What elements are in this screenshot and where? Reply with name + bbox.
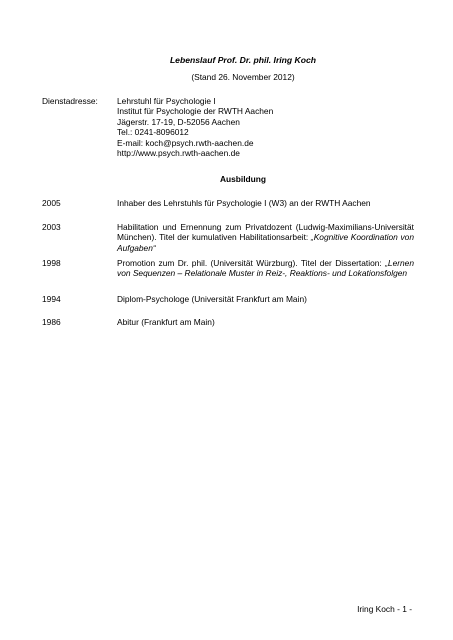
entry-description (117, 198, 414, 208)
address-line-email: E-mail: koch@psych.rwth-aachen.de (117, 137, 254, 148)
status-date: (Stand 26. November 2012) (191, 72, 295, 82)
entry-description (117, 317, 414, 327)
entry-description (117, 222, 414, 253)
section-heading-education: Ausbildung (219, 174, 267, 184)
address-line-chair: Lehrstuhl für Psychologie I (117, 96, 216, 106)
entry-text: Abitur (Frankfurt am Main) (117, 317, 215, 327)
entry-text: Diplom-Psychologe (Universität Frankfurt am Main) (117, 294, 307, 304)
entry-text: Inhaber des Lehrstuhls für Psychologie I (W3) an der RWTH Aachen (117, 198, 371, 208)
page-footer: Iring Koch - 1 - (357, 604, 412, 614)
entry-description (117, 258, 414, 279)
entry-description (117, 294, 414, 304)
address-line-phone: Tel.: 0241-8096012 (117, 127, 189, 138)
address-line-website: http://www.psych.rwth-aachen.de (117, 148, 240, 159)
entry-text: Habilitation und Ernennung zum Privatdozent (Ludwig-Maximilians-Universität München). Titel der kumulativen Habilitationsarbeit: (117, 222, 414, 243)
address-line-street: Jägerstr. 17-19, D-52056 Aachen (117, 116, 240, 127)
address-label: Dienstadresse: (42, 96, 98, 106)
document-title: Lebenslauf Prof. Dr. phil. Iring Koch (169, 55, 317, 65)
entry-year: 2005 (42, 198, 61, 208)
address-line-institute: Institut für Psychologie der RWTH Aachen (117, 106, 274, 117)
entry-text: Promotion zum Dr. phil. (Universität Würzburg). Titel der Dissertation: (117, 258, 386, 268)
entry-year: 1998 (42, 258, 61, 268)
entry-year: 1994 (42, 294, 61, 304)
address-block (117, 96, 273, 158)
entry-year: 1986 (42, 317, 61, 327)
entry-year: 2003 (42, 222, 61, 232)
entry-thesis-title: „Lernen von Sequenzen – Relationale Muster in Reiz-, Reaktions- und Lokationsfolgen (117, 258, 414, 279)
entry-thesis-title: „Kognitive Koordination von Aufgaben“ (117, 232, 414, 253)
